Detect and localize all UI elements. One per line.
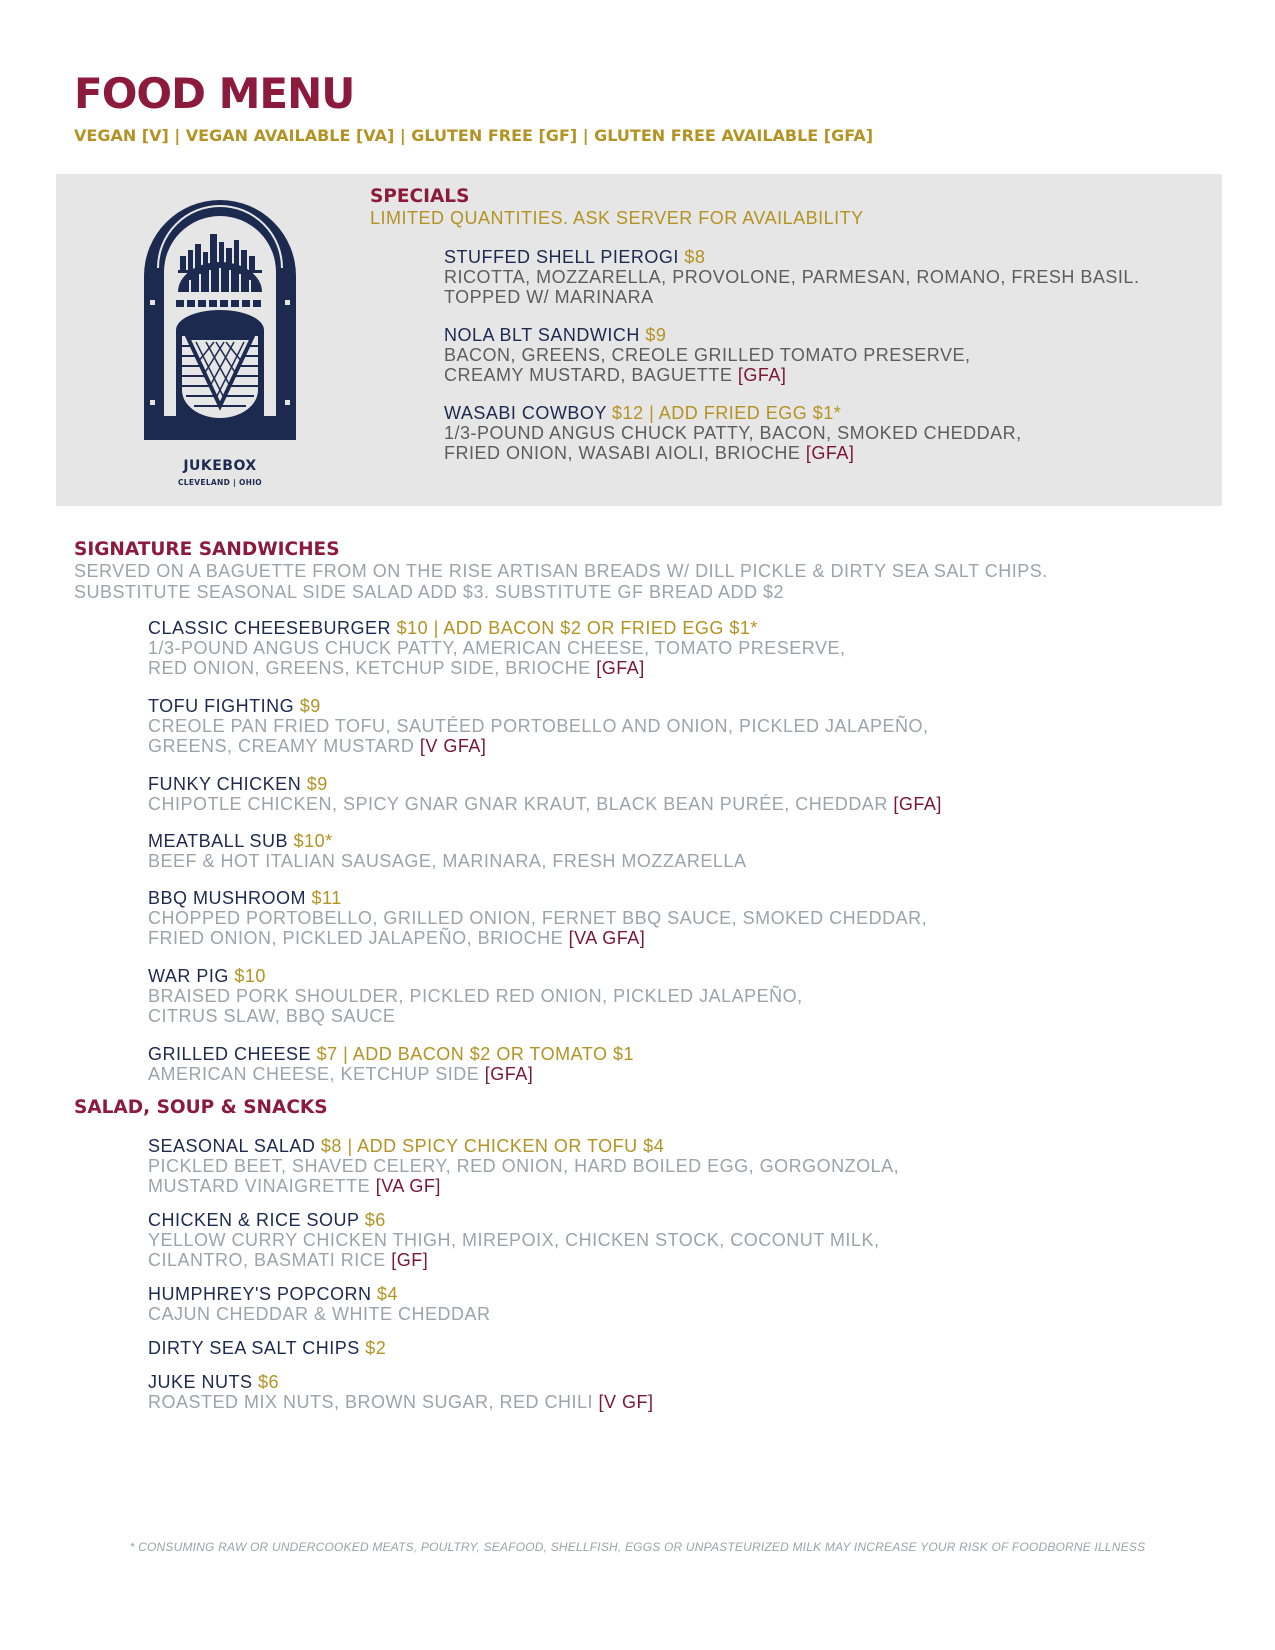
item-description: RICOTTA, MOZZARELLA, PROVOLONE, PARMESAN, ROMANO, FRESH BASIL. bbox=[444, 267, 1140, 287]
item-description: TOPPED W/ MARINARA bbox=[444, 287, 654, 307]
item-description: FRIED ONION, WASABI AIOLI, BRIOCHE bbox=[444, 443, 806, 463]
sandwiches-title: SIGNATURE SANDWICHES bbox=[74, 539, 340, 560]
item-description: CILANTRO, BASMATI RICE bbox=[148, 1250, 392, 1270]
logo-location: CLEVELAND | OHIO bbox=[177, 478, 262, 487]
sandwiches-note: SERVED ON A BAGUETTE FROM ON THE RISE ARTISAN BREADS W/ DILL PICKLE & DIRTY SEA SALT CHIPS. bbox=[74, 561, 1048, 581]
item-description: BEEF & HOT ITALIAN SAUSAGE, MARINARA, FRESH MOZZARELLA bbox=[148, 851, 747, 871]
item-description: CAJUN CHEDDAR & WHITE CHEDDAR bbox=[148, 1304, 491, 1324]
item-name: BBQ MUSHROOM bbox=[148, 888, 307, 908]
item-name: NOLA BLT SANDWICH bbox=[444, 325, 640, 345]
dietary-tag: [V GFA] bbox=[419, 736, 487, 756]
menu-item-stuffed-shell-pierogi bbox=[444, 247, 1139, 307]
item-name: TOFU FIGHTING bbox=[148, 696, 295, 716]
menu-item-grilled-cheese bbox=[148, 1044, 634, 1084]
item-name: STUFFED SHELL PIEROGI bbox=[444, 247, 679, 267]
specials-note: LIMITED QUANTITIES. ASK SERVER FOR AVAILABILITY bbox=[370, 208, 864, 228]
dietary-tag: [GF] bbox=[391, 1250, 429, 1270]
item-price: $8 bbox=[684, 247, 706, 267]
item-description: GREENS, CREAMY MUSTARD bbox=[148, 736, 420, 756]
item-description: CHIPOTLE CHICKEN, SPICY GNAR GNAR KRAUT, BLACK BEAN PURÉE, CHEDDAR bbox=[148, 794, 894, 814]
menu-item-humphreys-popcorn bbox=[148, 1284, 491, 1324]
health-disclaimer: * CONSUMING RAW OR UNDERCOOKED MEATS, POULTRY, SEAFOOD, SHELLFISH, EGGS OR UNPASTEURIZED MILK MAY INCREASE YOUR RISK OF FOODBORNE ILLNESS bbox=[129, 1540, 1146, 1554]
item-name: GRILLED CHEESE bbox=[148, 1044, 312, 1064]
item-name: CHICKEN & RICE SOUP bbox=[148, 1210, 360, 1230]
logo-name: JUKEBOX bbox=[183, 458, 257, 474]
menu-item-meatball-sub bbox=[148, 831, 746, 871]
item-price: $10 bbox=[234, 966, 266, 986]
item-description: YELLOW CURRY CHICKEN THIGH, MIREPOIX, CHICKEN STOCK, COCONUT MILK, bbox=[148, 1230, 880, 1250]
item-description: AMERICAN CHEESE, KETCHUP SIDE bbox=[148, 1064, 485, 1084]
dietary-tag: [GFA] bbox=[737, 365, 787, 385]
item-description: CREOLE PAN FRIED TOFU, SAUTÉED PORTOBELLO AND ONION, PICKLED JALAPEÑO, bbox=[148, 716, 929, 736]
dietary-tag: [V GF] bbox=[598, 1392, 654, 1412]
specials-title: SPECIALS bbox=[370, 186, 470, 207]
item-description: BACON, GREENS, CREOLE GRILLED TOMATO PRESERVE, bbox=[444, 345, 971, 365]
item-price: $9 bbox=[645, 325, 667, 345]
item-price: $7 | ADD BACON $2 OR TOMATO $1 bbox=[316, 1044, 635, 1064]
dietary-tag: [GFA] bbox=[893, 794, 942, 814]
menu-item-nola-blt bbox=[444, 325, 970, 385]
dietary-tag: [VA GF] bbox=[375, 1176, 441, 1196]
item-name: DIRTY SEA SALT CHIPS bbox=[148, 1338, 360, 1358]
item-price: $6 bbox=[364, 1210, 386, 1230]
item-price: $9 bbox=[306, 774, 328, 794]
item-name: CLASSIC CHEESEBURGER bbox=[148, 618, 392, 638]
item-description: RED ONION, GREENS, KETCHUP SIDE, BRIOCHE bbox=[148, 658, 597, 678]
item-name: SEASONAL SALAD bbox=[148, 1136, 316, 1156]
item-name: WASABI COWBOY bbox=[444, 403, 607, 423]
item-description: FRIED ONION, PICKLED JALAPEÑO, BRIOCHE bbox=[148, 928, 569, 948]
menu-item-seasonal-salad bbox=[148, 1136, 899, 1196]
item-price: $4 bbox=[376, 1284, 399, 1304]
item-price: $6 bbox=[258, 1372, 280, 1392]
menu-item-dirty-sea-salt-chips bbox=[148, 1338, 386, 1358]
item-description: ROASTED MIX NUTS, BROWN SUGAR, RED CHILI bbox=[148, 1392, 599, 1412]
item-name: FUNKY CHICKEN bbox=[148, 774, 302, 794]
item-price: $2 bbox=[365, 1338, 387, 1358]
item-price: $10 | ADD BACON $2 OR FRIED EGG $1* bbox=[396, 618, 758, 638]
item-price: $12 | ADD FRIED EGG $1* bbox=[612, 403, 842, 423]
menu-item-wasabi-cowboy bbox=[444, 403, 1022, 463]
item-name: MEATBALL SUB bbox=[148, 831, 289, 851]
item-price: $10* bbox=[293, 831, 333, 851]
dietary-tag: [VA GFA] bbox=[568, 928, 646, 948]
item-description: CHOPPED PORTOBELLO, GRILLED ONION, FERNET BBQ SAUCE, SMOKED CHEDDAR, bbox=[148, 908, 928, 928]
jukebox-logo-icon bbox=[140, 190, 300, 490]
item-price: $8 | ADD SPICY CHICKEN OR TOFU $4 bbox=[320, 1136, 665, 1156]
dietary-tag: [GFA] bbox=[484, 1064, 534, 1084]
item-price: $11 bbox=[311, 888, 342, 908]
menu-item-war-pig bbox=[148, 966, 803, 1026]
dietary-legend: VEGAN [V] | VEGAN AVAILABLE [VA] | GLUTEN FREE [GF] | GLUTEN FREE AVAILABLE [GFA] bbox=[74, 126, 874, 145]
item-description: MUSTARD VINAIGRETTE bbox=[148, 1176, 376, 1196]
menu-item-bbq-mushroom bbox=[148, 888, 927, 948]
item-description: BRAISED PORK SHOULDER, PICKLED RED ONION, PICKLED JALAPEÑO, bbox=[148, 986, 803, 1006]
item-description: 1/3-POUND ANGUS CHUCK PATTY, AMERICAN CHEESE, TOMATO PRESERVE, bbox=[148, 638, 846, 658]
item-price: $9 bbox=[299, 696, 321, 716]
snacks-title: SALAD, SOUP & SNACKS bbox=[74, 1097, 328, 1118]
menu-item-funky-chicken bbox=[148, 774, 942, 814]
dietary-tag: [GFA] bbox=[596, 658, 645, 678]
page-title: FOOD MENU bbox=[74, 69, 355, 118]
menu-item-chicken-rice-soup bbox=[148, 1210, 879, 1270]
menu-item-classic-cheeseburger bbox=[148, 618, 846, 678]
item-name: HUMPHREY'S POPCORN bbox=[148, 1284, 372, 1304]
menu-item-juke-nuts bbox=[148, 1372, 654, 1412]
dietary-tag: [GFA] bbox=[805, 443, 855, 463]
sandwiches-note: SUBSTITUTE SEASONAL SIDE SALAD ADD $3. SUBSTITUTE GF BREAD ADD $2 bbox=[74, 582, 785, 602]
item-name: JUKE NUTS bbox=[148, 1372, 253, 1392]
item-description: CITRUS SLAW, BBQ SAUCE bbox=[148, 1006, 396, 1026]
item-description: 1/3-POUND ANGUS CHUCK PATTY, BACON, SMOKED CHEDDAR, bbox=[444, 423, 1022, 443]
item-description: PICKLED BEET, SHAVED CELERY, RED ONION, HARD BOILED EGG, GORGONZOLA, bbox=[148, 1156, 900, 1176]
menu-item-tofu-fighting bbox=[148, 696, 929, 756]
item-description: CREAMY MUSTARD, BAGUETTE bbox=[444, 365, 738, 385]
item-name: WAR PIG bbox=[148, 966, 229, 986]
